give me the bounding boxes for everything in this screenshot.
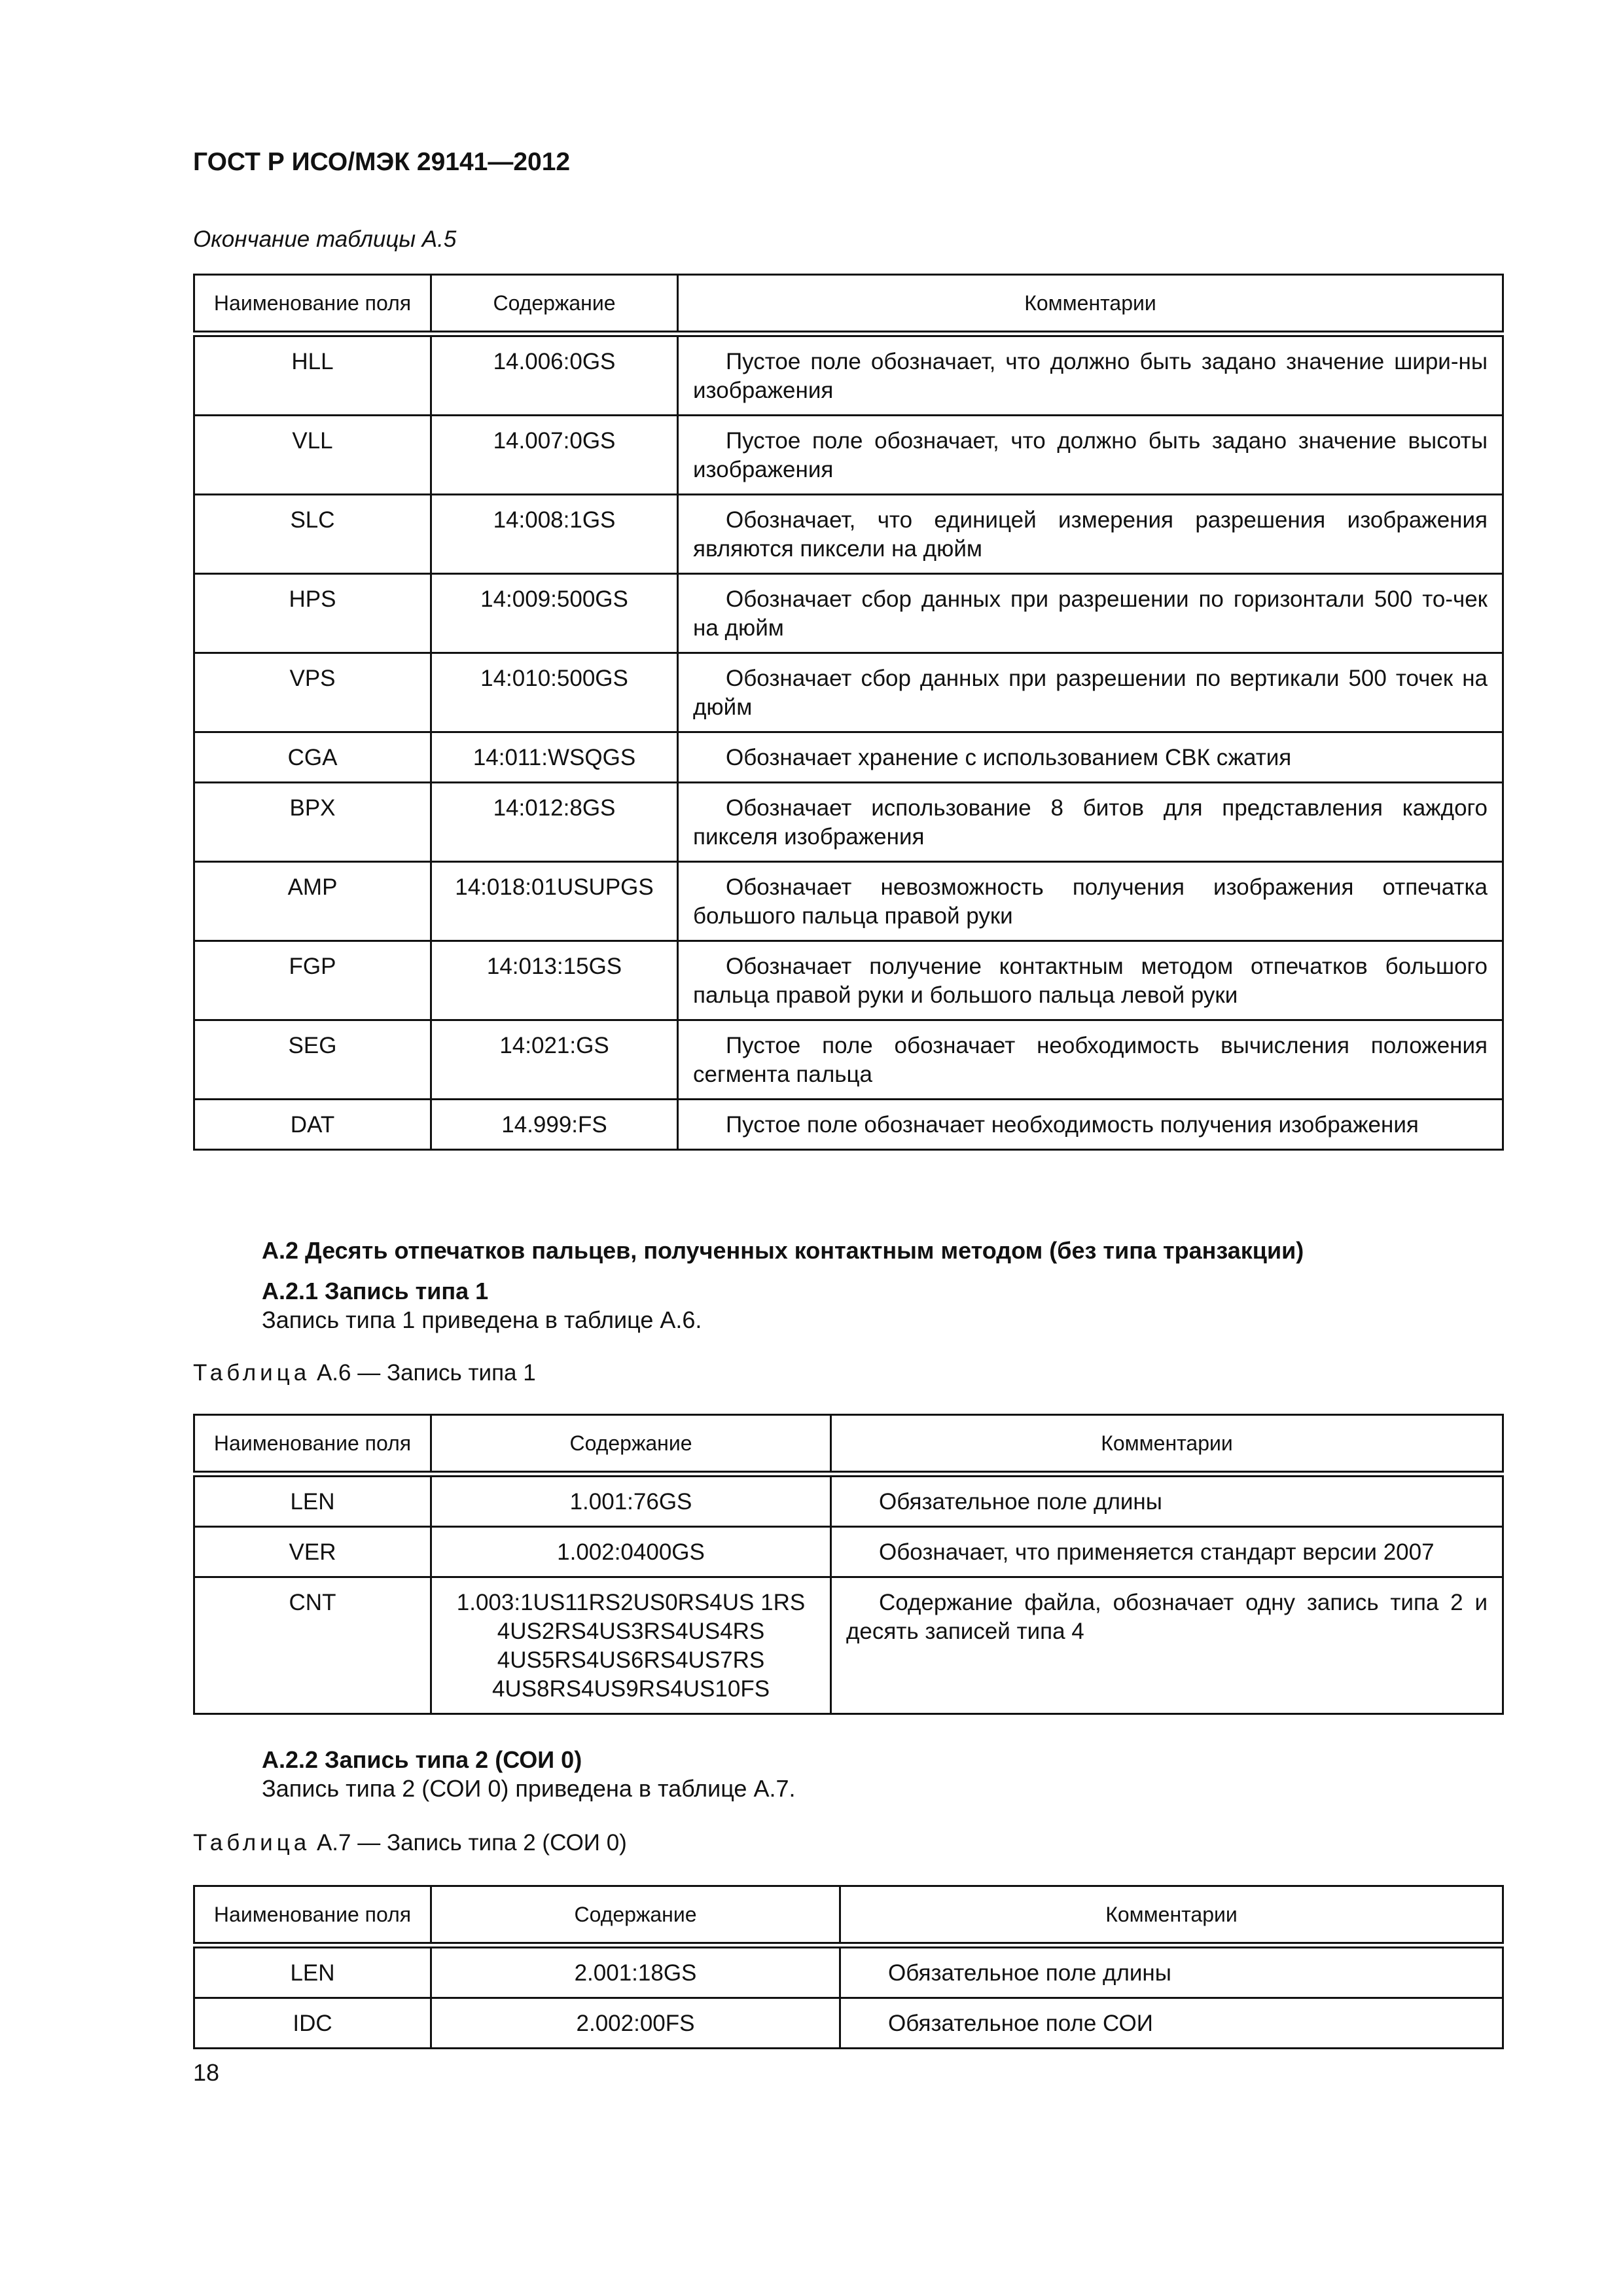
field-name-cell	[194, 334, 431, 416]
content-cell	[431, 416, 678, 495]
content-cell	[431, 334, 678, 416]
table-a6-caption	[193, 1360, 536, 1386]
table-row	[194, 416, 1503, 495]
cell-text: 14:009:500GS	[480, 586, 628, 612]
cell-text: Обозначает сбор данных при разрешении по горизонтали 500 то-чек на дюйм	[693, 586, 1488, 641]
comment-cell	[678, 1020, 1503, 1100]
cell-text: VLL	[292, 428, 333, 454]
cell-text: Обозначает невозможность получения изображения отпечатка большого пальца правой руки	[693, 874, 1488, 929]
content-cell	[431, 941, 678, 1020]
cell-text: SLC	[290, 507, 335, 533]
comment-cell	[678, 941, 1503, 1020]
content-cell	[431, 1945, 840, 1998]
cell-text: Пустое поле обозначает, что должно быть задано значение высоты изображения	[693, 428, 1488, 482]
field-name-cell	[194, 783, 431, 862]
comment-cell	[678, 732, 1503, 783]
cell-text: CGA	[287, 745, 338, 770]
comment-cell	[831, 1577, 1503, 1714]
comment-cell	[678, 334, 1503, 416]
cell-text: HLL	[291, 349, 334, 374]
field-name-cell	[194, 1527, 431, 1577]
comment-cell	[840, 1945, 1503, 1998]
cell-text: Пустое поле обозначает необходимость вычисления положения сегмента пальца	[693, 1033, 1488, 1087]
comment-cell	[831, 1474, 1503, 1527]
table-row	[194, 495, 1503, 574]
comment-cell	[678, 653, 1503, 732]
field-name-cell	[194, 574, 431, 653]
cell-text: 14.999:FS	[501, 1112, 607, 1138]
cell-text: 14.007:0GS	[493, 428, 616, 454]
column-header: Содержание	[431, 1415, 831, 1475]
table-a6-body	[194, 1474, 1503, 1714]
cell-text: Содержание файла, обозначает одну запись типа 2 и десять записей типа 4	[846, 1590, 1488, 1644]
table-row	[194, 732, 1503, 783]
comment-cell	[840, 1998, 1503, 2049]
table-word: Таблица	[193, 1360, 311, 1386]
table-row	[194, 1100, 1503, 1150]
cell-text: Обязательное поле длины	[879, 1489, 1162, 1515]
cell-text: Обозначает хранение с использованием СВК сжатия	[726, 745, 1292, 770]
cell-text: 14:021:GS	[499, 1033, 609, 1058]
comment-cell	[831, 1527, 1503, 1577]
table-header-row	[194, 1415, 1503, 1475]
field-name-cell	[194, 1020, 431, 1100]
field-name-cell	[194, 941, 431, 1020]
subsection-a21-heading: А.2.1 Запись типа 1	[262, 1278, 489, 1304]
field-name-cell	[194, 416, 431, 495]
table-row	[194, 334, 1503, 416]
column-header: Содержание	[431, 275, 678, 334]
cell-text: LEN	[290, 1489, 335, 1515]
comment-cell	[678, 1100, 1503, 1150]
content-cell	[431, 574, 678, 653]
content-cell	[431, 1100, 678, 1150]
table-header-row	[194, 275, 1503, 334]
table-a7-caption	[193, 1830, 627, 1856]
column-header: Содержание	[431, 1886, 840, 1946]
document-header: ГОСТ Р ИСО/МЭК 29141—2012	[193, 148, 571, 176]
page-number: 18	[193, 2059, 220, 2086]
column-header: Наименование поля	[194, 1886, 431, 1946]
cell-text: DAT	[290, 1112, 335, 1138]
field-name-cell	[194, 1100, 431, 1150]
cell-text: FGP	[289, 954, 336, 979]
field-name-cell	[194, 862, 431, 941]
cell-text: 1.001:76GS	[569, 1489, 692, 1515]
cell-text: LEN	[290, 1960, 335, 1986]
cell-text: 2.001:18GS	[574, 1960, 697, 1986]
cell-text: Обозначает получение контактным методом отпечатков большого пальца правой руки и большого пальца левой руки	[693, 954, 1488, 1008]
field-name-cell	[194, 732, 431, 783]
cell-text: 14:008:1GS	[493, 507, 616, 533]
cell-text: 2.002:00FS	[576, 2011, 695, 2036]
column-header: Комментарии	[840, 1886, 1503, 1946]
cell-text: 1.003:1US11RS2US0RS4US 1RS 4US2RS4US3RS4US4RS 4US5RS4US6RS4US7RS 4US8RS4US9RS4US10FS	[456, 1590, 806, 1702]
table-row	[194, 1020, 1503, 1100]
content-cell	[431, 495, 678, 574]
column-header: Наименование поля	[194, 1415, 431, 1475]
cell-text: Обозначает, что единицей измерения разрешения изображения являются пиксели на дюйм	[693, 507, 1488, 562]
cell-text: BPX	[289, 795, 336, 821]
cell-text: 14.006:0GS	[493, 349, 616, 374]
comment-cell	[678, 574, 1503, 653]
table-a5-body	[194, 334, 1503, 1150]
cell-text: 14:011:WSQGS	[473, 745, 636, 770]
cell-text: 14:018:01USUPGS	[455, 874, 654, 900]
field-name-cell	[194, 1945, 431, 1998]
field-name-cell	[194, 653, 431, 732]
table-row	[194, 941, 1503, 1020]
cell-text: Пустое поле обозначает, что должно быть задано значение шири-ны изображения	[693, 349, 1488, 403]
cell-text: AMP	[287, 874, 338, 900]
content-cell	[431, 1020, 678, 1100]
subsection-a22-heading: А.2.2 Запись типа 2 (СОИ 0)	[262, 1746, 582, 1773]
table-a7-body	[194, 1945, 1503, 2049]
cell-text: Обозначает сбор данных при разрешении по вертикали 500 точек на дюйм	[693, 666, 1488, 720]
table-row	[194, 1998, 1503, 2049]
content-cell	[431, 653, 678, 732]
table-row	[194, 1945, 1503, 1998]
cell-text: CNT	[289, 1590, 336, 1615]
cell-text: 14:013:15GS	[486, 954, 622, 979]
cell-text: HPS	[289, 586, 336, 612]
subsection-a21-text: Запись типа 1 приведена в таблице А.6.	[262, 1306, 702, 1333]
table-a7	[193, 1885, 1504, 2049]
content-cell	[431, 1527, 831, 1577]
content-cell	[431, 732, 678, 783]
cell-text: 1.002:0400GS	[557, 1539, 705, 1565]
content-cell	[431, 1998, 840, 2049]
table-a6	[193, 1414, 1504, 1715]
content-cell	[431, 783, 678, 862]
table-header-row	[194, 1886, 1503, 1946]
field-name-cell	[194, 495, 431, 574]
content-cell	[431, 862, 678, 941]
cell-text: Пустое поле обозначает необходимость получения изображения	[726, 1112, 1419, 1138]
content-cell	[431, 1474, 831, 1527]
content-cell	[431, 1577, 831, 1714]
table-row	[194, 1577, 1503, 1714]
cell-text: IDC	[293, 2011, 332, 2036]
cell-text: Обязательное поле СОИ	[888, 2011, 1153, 2036]
table-row	[194, 783, 1503, 862]
comment-cell	[678, 416, 1503, 495]
field-name-cell	[194, 1998, 431, 2049]
subsection-a22-text: Запись типа 2 (СОИ 0) приведена в таблице А.7.	[262, 1775, 796, 1802]
cell-text: SEG	[288, 1033, 337, 1058]
comment-cell	[678, 495, 1503, 574]
cell-text: 14:010:500GS	[480, 666, 628, 691]
cell-text: Обязательное поле длины	[888, 1960, 1171, 1986]
caption-text: А.7 — Запись типа 2 (СОИ 0)	[310, 1830, 627, 1856]
table-a5-caption: Окончание таблицы А.5	[193, 226, 457, 252]
cell-text: Обозначает, что применяется стандарт версии 2007	[879, 1539, 1435, 1565]
cell-text: 14:012:8GS	[493, 795, 616, 821]
table-row	[194, 1527, 1503, 1577]
field-name-cell	[194, 1577, 431, 1714]
cell-text: Обозначает использование 8 битов для представления каждого пикселя изображения	[693, 795, 1488, 850]
comment-cell	[678, 862, 1503, 941]
column-header: Комментарии	[678, 275, 1503, 334]
comment-cell	[678, 783, 1503, 862]
cell-text: VER	[289, 1539, 336, 1565]
table-row	[194, 653, 1503, 732]
column-header: Наименование поля	[194, 275, 431, 334]
table-row	[194, 862, 1503, 941]
field-name-cell	[194, 1474, 431, 1527]
caption-text: А.6 — Запись типа 1	[310, 1360, 536, 1386]
cell-text: VPS	[289, 666, 336, 691]
table-word: Таблица	[193, 1830, 311, 1856]
table-row	[194, 574, 1503, 653]
section-a2-heading: А.2 Десять отпечатков пальцев, полученных контактным методом (без типа транзакции)	[262, 1237, 1304, 1264]
table-row	[194, 1474, 1503, 1527]
table-a5	[193, 274, 1504, 1151]
column-header: Комментарии	[831, 1415, 1503, 1475]
